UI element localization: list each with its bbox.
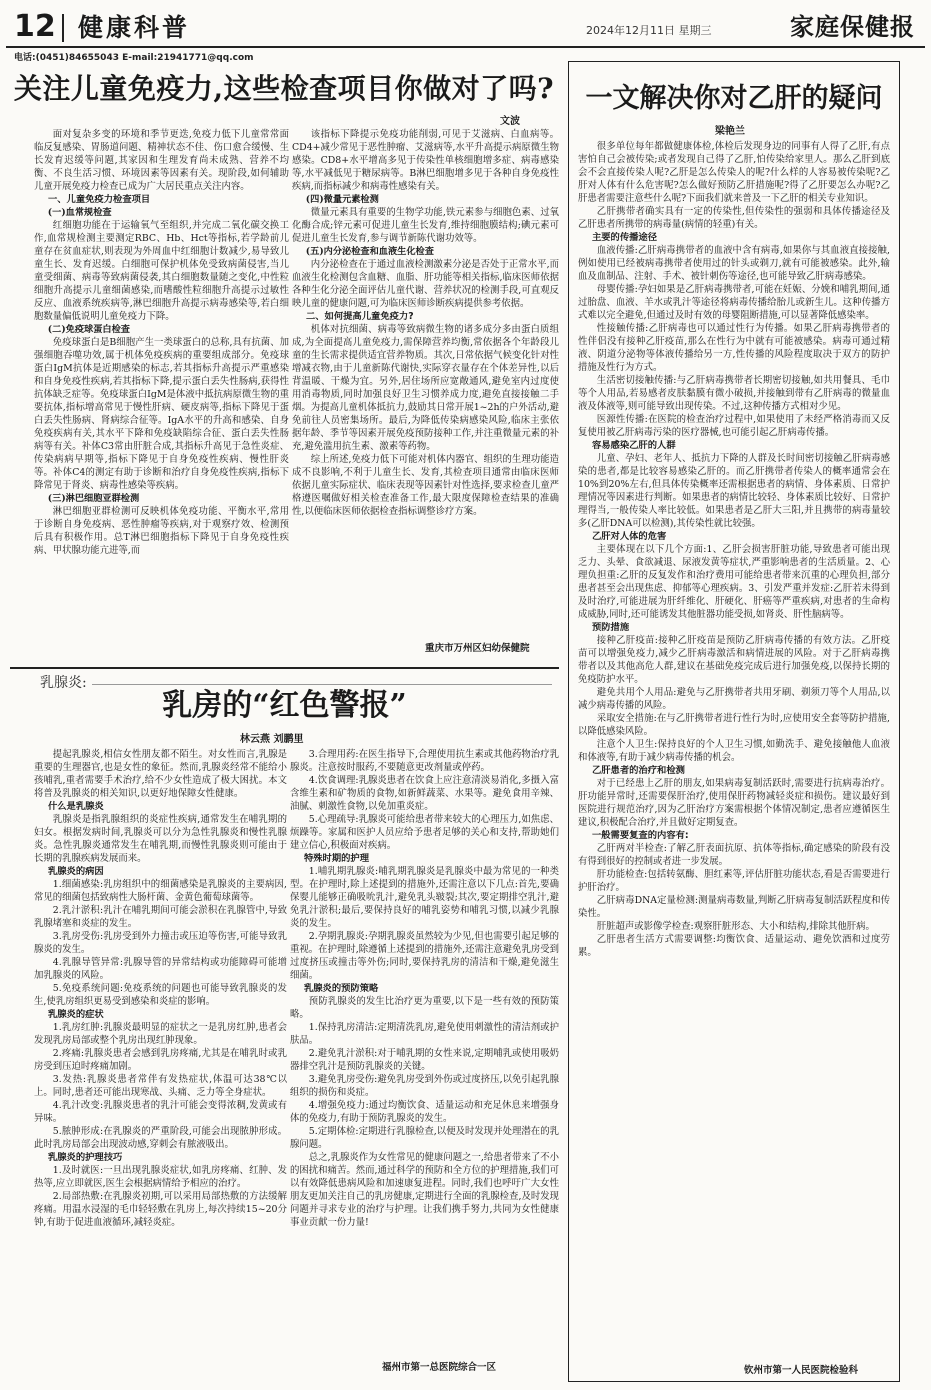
subheading: 二、如何提高儿童免疫力? xyxy=(305,311,414,322)
paragraph: 对于已经患上乙肝的朋友,如果病毒复制活跃时,需要进行抗病毒治疗。肝功能异常时,还需要保肝治疗,使用保肝药物减轻炎症和损伤。建议最好到医院进行规范治疗,因为乙肝治疗方案需根据个体情况制定,患者应遵循医生建议,积极配合治疗,并且做好定期复查。 xyxy=(578,778,890,828)
paragraph: 2.避免乳汁淤积:对于哺乳期的女性来说,定期哺乳或使用吸奶器排空乳汁是预防乳腺炎的关键。 xyxy=(290,1048,559,1072)
article-column xyxy=(578,140,890,1354)
subheading: 主要的传播途径 xyxy=(591,232,658,243)
paragraph: 5.定期体检:定期进行乳腺检查,以便及时发现并处理潜在的乳腺问题。 xyxy=(290,1126,559,1150)
paragraph: 乳腺炎是指乳腺组织的炎症性疾病,通常发生在哺乳期的妇女。根据发病时间,乳腺炎可以分为急性乳腺炎和慢性乳腺炎。急性乳腺炎通常发生在哺乳期,而慢性乳腺炎则可能由于长期的乳腺疾病发展而来。 xyxy=(34,814,287,864)
subheading: 乳腺炎的预防策略 xyxy=(303,983,379,994)
paragraph: 1.哺乳期乳腺炎:哺乳期乳腺炎是乳腺炎中最为常见的一种类型。在护理时,除上述提到的措施外,还需注意以下几点:首先,要确保婴儿能够正确吸吮乳汁,避免乳头皲裂;其次,要定期排空乳汁,避免乳汁淤积;最后,要保持良好的哺乳姿势和哺乳习惯,以减少乳腺炎的发生。 xyxy=(290,866,559,929)
subheading: (五)内分泌检查和血液生化检查 xyxy=(305,246,434,257)
article-byline: 重庆市万州区妇幼保健院 xyxy=(425,643,530,654)
article-kicker: 乳腺炎: xyxy=(40,675,87,691)
paragraph: 乙肝患者生活方式需要调整:均衡饮食、适量运动、避免饮酒和过度劳累。 xyxy=(578,934,890,958)
article-column xyxy=(34,128,289,664)
paragraph: 很多单位每年都做健康体检,体检后发现身边的同事有人得了乙肝,有点害怕自己会被传染;或者发现自己得了乙肝,怕传染给家里人。那么乙肝到底会不会直接传染人呢?乙肝是怎么传染人的呢?什么样的人容易被传染呢?乙肝对人体有什么危害呢?怎么做好预防乙肝措施呢?得了乙肝要怎么办呢?乙肝患者需要注意些什么呢?下面我们就来普及一下乙肝的相关专业知识。 xyxy=(578,141,890,204)
article-byline: 钦州市第一人民医院检验科 xyxy=(744,1365,859,1376)
page-number: 12 xyxy=(14,9,56,44)
subheading: 容易感染乙肝的人群 xyxy=(591,440,676,451)
subheading: (二)免疫球蛋白检查 xyxy=(47,324,130,335)
subheading: 乙肝对人体的危害 xyxy=(591,531,667,542)
paragraph: 采取安全措施:在与乙肝携带者进行性行为时,应使用安全套等防护措施,以降低感染风险。 xyxy=(578,713,890,737)
paragraph: 2.局部热敷:在乳腺炎初期,可以采用局部热敷的方法缓解疼痛。用温水浸湿的毛巾轻轻敷在乳房上,每次持续15~20分钟,有助于促进血液循环,减轻炎症。 xyxy=(34,1191,287,1228)
subheading: 乙肝患者的治疗和检测 xyxy=(591,765,685,776)
subheading: 乳腺炎的护理技巧 xyxy=(47,1152,123,1163)
paragraph: 机体对抗细菌、病毒等致病微生物的诸多成分多由蛋白质组成,为全面提高儿童免疫力,需保障营养均衡,常依据各个年龄段儿童的生长需求提供适宜营养物质。其次,日常依据气候变化针对性增减衣物,由于儿童新陈代谢快,实际穿衣量存在个体差异性,以后背温暖、干燥为宜。另外,居住场所应宽敞通风,避免室内过度使用消毒物质,同时加强良好卫生习惯养成力度,避免直接接触二手烟。为提高儿童机体抵抗力,鼓励其日常开展1~2h的户外活动,避免前往人员密集场所。最后,为降低传染病感染风险,临床主张依据年龄、季节等因素开展免疫预防接种工作,并注重微量元素的补充,避免滥用抗生素、激素等药物。 xyxy=(292,324,559,452)
paragraph: 性接触传播:乙肝病毒也可以通过性行为传播。如果乙肝病毒携带者的性伴侣没有接种乙肝疫苗,那么在性行为中就有可能被感染。病毒可通过精液、阴道分泌物等体液传播给另一方,性传播的风险程度取决于双方的防护措施及性行为方式。 xyxy=(578,323,890,373)
issue-date: 2024年12月11日 星期三 xyxy=(586,24,712,37)
section-divider xyxy=(10,667,559,669)
paragraph: 乙肝两对半检查:了解乙肝表面抗原、抗体等指标,确定感染的阶段有没有得到很好的控制或者进一步发展。 xyxy=(578,843,890,867)
paragraph: 该指标下降提示免疫功能削弱,可见于艾滋病、白血病等。CD4+减少常见于恶性肿瘤、艾滋病等,水平升高提示病原微生物感染。CD8+水平增高多见于传染性单核细胞增多症、病毒感染等,水平减低见于糖尿病等。B淋巴细胞增多见于各种自身免疫性疾病,而指标减少和病毒性感染有关。 xyxy=(292,129,559,192)
subheading: (一)血常规检查 xyxy=(47,207,112,218)
paragraph: 肝功能检查:包括转氨酶、胆红素等,评估肝脏功能状态,看是否需要进行护肝治疗。 xyxy=(578,869,890,893)
subheading: (四)微量元素检测 xyxy=(305,194,379,205)
paragraph: 乙肝病毒DNA定量检测:测量病毒数量,判断乙肝病毒复制活跃程度和传染性。 xyxy=(578,895,890,919)
paragraph: 4.乳汁改变:乳腺炎患者的乳汁可能会变得浓稠,发黄或有异味。 xyxy=(34,1100,287,1124)
paragraph: 血液传播:乙肝病毒携带者的血液中含有病毒,如果你与其血液直接接触,例如使用已经被病毒携带者使用过的针头或剃刀,就有可能被感染。此外,输血及血制品、注射、手术、被针刺伤等途径,也可能导致乙肝病毒感染。 xyxy=(578,245,890,282)
paragraph: 3.乳房受伤:乳房受到外力撞击或压迫等伤害,可能导致乳腺炎的发生。 xyxy=(34,931,287,955)
paragraph: 面对复杂多变的环境和季节更迭,免疫力低下儿童常常面临反复感染、胃肠道问题、精神状态不佳、伤口愈合缓慢、生长发育迟缓等问题,其家因和生理发育尚未成熟、营养不均衡、不良生活习惯、环境因素等因素有关。现阶段,如何辅助儿童开展免疫力检查已成为广大居民重点关注内容。 xyxy=(34,129,289,192)
paragraph: 淋巴细胞亚群检测可反映机体免疫功能、平衡水平,常用于诊断自身免疫病、恶性肿瘤等疾病,对于观察疗效、检测预后具有积极作用。总T淋巴细胞指标下降见于自身免疫性疾病、甲状腺功能亢进等,而 xyxy=(34,506,289,556)
paragraph: 4.饮食调理:乳腺炎患者在饮食上应注意清淡易消化,多摄入富含维生素和矿物质的食物,如新鲜蔬菜、水果等。避免食用辛辣、油腻、刺激性食物,以免加重炎症。 xyxy=(290,775,559,812)
paragraph: 避免共用个人用品:避免与乙肝携带者共用牙刷、剃须刀等个人用品,以减少病毒传播的风险。 xyxy=(578,687,890,711)
paragraph: 1.细菌感染:乳房组织中的细菌感染是乳腺炎的主要病因,常见的细菌包括致病性大肠杆菌、金黄色葡萄球菌等。 xyxy=(34,879,287,903)
subheading: 什么是乳腺炎 xyxy=(47,801,104,812)
paragraph: 5.免疫系统问题:免疫系统的问题也可能导致乳腺炎的发生,使乳房组织更易受到感染和炎症的影响。 xyxy=(34,983,287,1007)
paragraph: 提起乳腺炎,相信女性朋友都不陌生。对女性而言,乳腺是重要的生理器官,也是女性的象征。然而,乳腺炎经常不能给小孩哺乳,重者需要手术治疗,给不少女性造成了极大困扰。本文将普及乳腺炎的相关知识,以更好地保障女性健康。 xyxy=(34,749,287,799)
paragraph: 免疫球蛋白是B细胞产生一类球蛋白的总称,具有抗菌、加强细胞吞噬功效,属于机体免疫疾病的重要组成部分。免疫球蛋白IgM抗体是近期感染的标志,若其指标升高提示严重感染和自身免疫性疾病,若其指标下降,提示蛋白丢失性肠病,获得性抗体缺乏症等。免疫球蛋白IgM是体液中抵抗病原微生物的重要抗体,指标增高常见于慢性肝病、硬皮病等,指标下降见于蛋白丢失性肠病、肾病综合征等。IgA水平的升高和感染、自身免疫疾病有关,其水平下降和免疫缺陷综合征、蛋白丢失性肠病等有关。补体C3常由肝脏合成,其指标升高见于急性炎症、传染病病早期等,指标下降见于自身免疫性疾病、慢性肝炎等。补体C4的测定有助于诊断和治疗自身免疫性疾病,指标下降常见于肾炎、病毒性感染等疾病。 xyxy=(34,337,289,491)
article-author: 梁艳兰 xyxy=(715,126,745,137)
article-title-mastitis: 乳房的“红色警报” xyxy=(162,688,407,723)
paragraph: 微量元素具有重要的生物学功能,铁元素参与细胞色素、过氧化酶合成;锌元素可促进儿童生长发育,维持细胞膜结构;碘元素可促进儿童生长发育,参与调节新陈代谢功效等。 xyxy=(292,207,559,244)
paragraph: 3.合理用药:在医生指导下,合理使用抗生素或其他药物治疗乳腺炎。注意按时服药,不要随意更改剂量或停药。 xyxy=(290,749,559,773)
paragraph: 红细胞功能在于运输氧气至组织,并完成二氧化碳交换工作,血常规检测主要测定RBC、Hb、Hct等指标,若学龄前儿童存在贫血症状,则表现为外周血中红细胞计数减少,易导致儿童生长、发育迟缓。白细胞可保护机体免受致病菌侵害,当儿童受细菌、病毒等致病菌侵袭,其白细胞数量随之变化,中性粒细胞升高提示儿童细菌感染,而嗜酸性粒细胞升高提示过敏性反应、血液系统疾病等,淋巴细胞升高提示病毒感染等,若白细胞数量偏低说明儿童免疫力下降。 xyxy=(34,220,289,322)
article-title-immunity: 关注儿童免疫力,这些检查项目你做对了吗? xyxy=(13,72,555,105)
paragraph: 1.保持乳房清洁:定期清洗乳房,避免使用刺激性的清洁剂或护肤品。 xyxy=(290,1022,559,1046)
paragraph: 预防乳腺炎的发生比治疗更为重要,以下是一些有效的预防策略。 xyxy=(290,996,559,1020)
subheading: 一般需要复查的内容有: xyxy=(591,830,689,841)
paragraph: 2.乳汁淤积:乳汁在哺乳期间可能会淤积在乳腺管中,导致乳腺堵塞和炎症的发生。 xyxy=(34,905,287,929)
article-title-hepatitis-b: 一文解决你对乙肝的疑问 xyxy=(585,83,883,114)
paragraph: 3.发热:乳腺炎患者常伴有发热症状,体温可达38℃以上。同时,患者还可能出现寒战、头痛、乏力等全身症状。 xyxy=(34,1074,287,1098)
paragraph: 2.孕期乳腺炎:孕期乳腺炎虽然较为少见,但也需要引起足够的重视。在护理时,除遵循上述提到的措施外,还需注意避免乳房受到过度挤压或撞击等外伤;同时,要保持乳房的清洁和干燥,避免滋生细菌。 xyxy=(290,931,559,981)
paragraph: 3.避免乳房受伤:避免乳房受到外伤或过度挤压,以免引起乳腺组织的损伤和炎症。 xyxy=(290,1074,559,1098)
article-column xyxy=(34,748,287,1383)
paragraph: 4.增强免疫力:通过均衡饮食、适量运动和充足休息来增强身体的免疫力,有助于预防乳腺炎的发生。 xyxy=(290,1100,559,1124)
paragraph: 5.心理疏导:乳腺炎可能给患者带来较大的心理压力,如焦虑、烦躁等。家属和医护人员应给予患者足够的关心和支持,帮助她们建立信心,积极面对疾病。 xyxy=(290,814,559,851)
paragraph: 儿童、孕妇、老年人、抵抗力下降的人群及长时间密切接触乙肝病毒感染的患者,都是比较容易感染乙肝的。而乙肝携带者传染人的概率通常会在10%到20%左右,但具体传染概率还需根据患者的病情、身体素质、日常护理情况等因素进行判断。如果患者的病情比较轻、身体素质比较好、日常护理得当,一般传染人率比较低。如果患者是乙肝大三阳,并且携带的病毒量较多(乙肝DNA可以检测),其传染性就比较强。 xyxy=(578,453,890,529)
subheading: 预防措施 xyxy=(591,622,630,633)
section-title: 健康科普 xyxy=(78,13,191,42)
paragraph: 肝脏超声或影像学检查:观察肝脏形态、大小和结构,排除其他肝病。 xyxy=(596,921,875,932)
paragraph: 注意个人卫生:保持良好的个人卫生习惯,如勤洗手、避免接触他人血液和体液等,有助于减少病毒传播的机会。 xyxy=(578,739,890,763)
paragraph: 生活密切接触传播:与乙肝病毒携带者长期密切接触,如共用餐具、毛巾等个人用品,若易感者皮肤黏膜有微小破损,并接触到带有乙肝病毒的微量血液及体液等,则可能导致出现传染。不过,这种传播方式相对少见。 xyxy=(578,375,890,412)
subheading: 乳腺炎的症状 xyxy=(47,1009,104,1020)
paragraph: 接种乙肝疫苗:接种乙肝疫苗是预防乙肝病毒传播的有效方法。乙肝疫苗可以增强免疫力,减少乙肝病毒激活和病情进展的风险。对于乙肝病毒携带者以及其他高危人群,建议在基础免疫完成后进行加强免疫,以保持长期的免疫防护水平。 xyxy=(578,635,890,685)
contact-line: 电话:(0451)84655043 E-mail:21941771@qq.com xyxy=(14,53,254,63)
paragraph: 2.疼痛:乳腺炎患者会感到乳房疼痛,尤其是在哺乳时或乳房受到压迫时疼痛加剧。 xyxy=(34,1048,287,1072)
paragraph: 内分泌检查在于通过血液检测激素分泌是否处于正常水平,而血液生化检测包含血糖、血脂、肝功能等相关指标,临床医师依据各种生化分泌全面评估儿童代谢、营养状况的检测手段,可直观反映儿童的健康问题,可为临床医师诊断疾病提供参考依据。 xyxy=(292,259,559,309)
subheading: 乳腺炎的病因 xyxy=(47,866,104,877)
paragraph: 4.乳腺导管异常:乳腺导管的异常结构或功能障碍可能增加乳腺炎的风险。 xyxy=(34,957,287,981)
paragraph: 1.乳房红肿:乳腺炎最明显的症状之一是乳房红肿,患者会发现乳房局部或整个乳房出现红肿现象。 xyxy=(34,1022,287,1046)
paragraph: 母婴传播:孕妇如果是乙肝病毒携带者,可能在妊娠、分娩和哺乳期间,通过胎盘、血液、羊水或乳汁等途径将病毒传播给胎儿或新生儿。这种传播方式难以完全避免,但通过及时有效的母婴阻断措施,可以显著降低感染率。 xyxy=(578,284,890,321)
subheading: (三)淋巴细胞亚群检测 xyxy=(47,493,140,504)
paragraph: 医源性传播:在医院的检查治疗过程中,如果使用了未经严格消毒而又反复使用被乙肝病毒污染的医疗器械,也可能引起乙肝病毒传播。 xyxy=(578,414,890,438)
paragraph: 主要体现在以下几个方面:1、乙肝会损害肝脏功能,导致患者可能出现乏力、头晕、食欲减退、尿液发黄等症状,严重影响患者的生活质量。2、心理负担重:乙肝的反复发作和治疗费用可能给患者带来沉重的心理负担,部分患者甚至会出现焦虑、抑郁等心理疾病。3、引发严重并发症:乙肝若未得到及时治疗,可能进展为肝纤维化、肝硬化、肝癌等严重疾病,对患者的生命构成威胁,同时,还可能诱发其他脏器功能受损,如肾炎、肝性脑病等。 xyxy=(578,544,890,620)
subheading: 特殊时期的护理 xyxy=(303,853,370,864)
subheading: 一、儿童免疫力检查项目 xyxy=(47,194,151,205)
article-byline: 福州市第一总医院综合一区 xyxy=(382,1362,497,1373)
page-header xyxy=(6,6,925,48)
paragraph: 总之,乳腺炎作为女性常见的健康问题之一,给患者带来了不小的困扰和痛苦。然而,通过科学的预防和全方位的护理措施,我们可以有效降低患病风险和加速康复进程。同时,我们也呼吁广大女性朋友更加关注自己的乳房健康,定期进行全面的乳腺检查,及时发现问题并寻求专业的治疗与护理。让我们携手努力,共同为女性健康事业贡献一份力量! xyxy=(290,1152,559,1228)
header-divider xyxy=(62,14,64,42)
article-author: 文波 xyxy=(500,116,520,127)
paragraph: 1.及时就医:一旦出现乳腺炎症状,如乳房疼痛、红肿、发热等,应立即就医,医生会根据病情给予相应的治疗。 xyxy=(34,1165,287,1189)
article-column xyxy=(292,128,559,638)
newspaper-name: 家庭保健报 xyxy=(790,12,915,41)
paragraph: 综上所述,免疫力低下可能对机体内器官、组织的生理功能造成不良影响,不利于儿童生长、发育,其检查项目通常由临床医师依据儿童实际症状、临床表现等因素针对性选择,要求检查儿童严格遵医嘱做好相关检查准备工作,最大限度保障检查结果的准确性,以便临床医师依据检查指标调整诊疗方案。 xyxy=(292,454,559,517)
paragraph: 乙肝携带者确实具有一定的传染性,但传染性的强弱和具体传播途径及乙肝患者所携带的病毒量(病情的轻重)有关。 xyxy=(578,206,890,230)
paragraph: 5.脓肿形成:在乳腺炎的严重阶段,可能会出现脓肿形成。此时乳房局部会出现波动感,穿刺会有脓液吸出。 xyxy=(34,1126,287,1150)
article-author: 林云燕 刘鹏里 xyxy=(240,734,304,745)
article-column xyxy=(290,748,559,1358)
